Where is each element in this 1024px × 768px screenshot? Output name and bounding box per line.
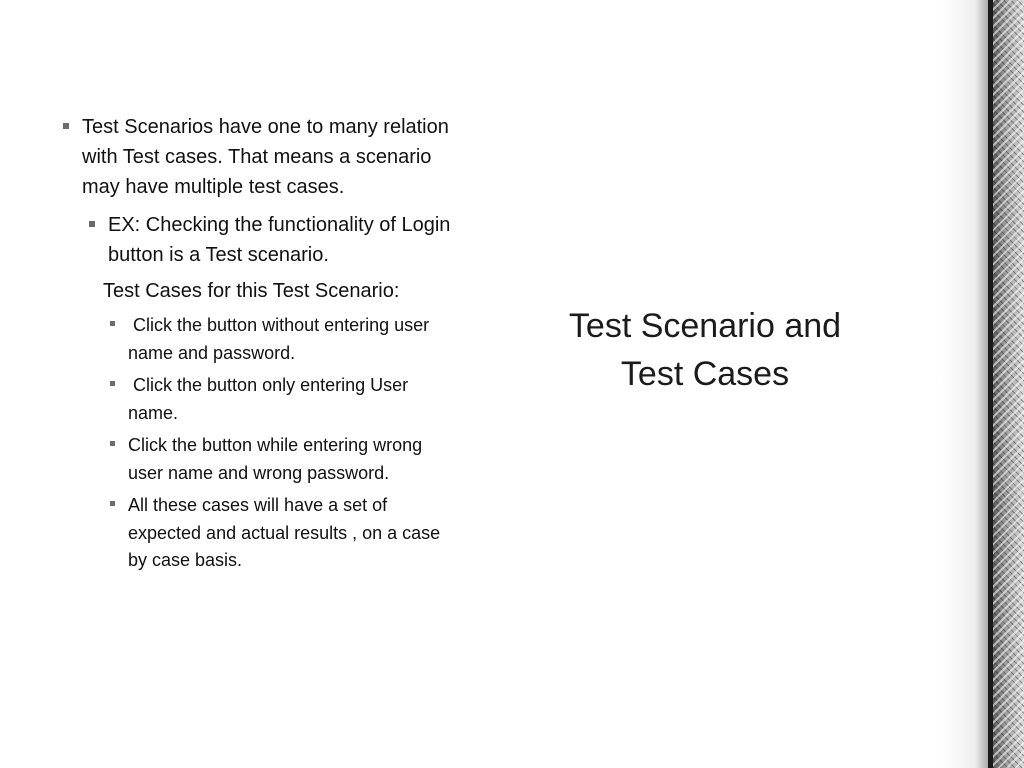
sub-bullet-item (85, 210, 460, 270)
edge-shadow (940, 0, 990, 768)
test-case-text: Click the button only entering User name. (128, 375, 414, 423)
square-bullet-icon (110, 501, 115, 506)
test-case-text: Click the button without entering user name and password. (128, 315, 435, 363)
square-bullet-icon (110, 381, 115, 386)
square-bullet-icon (63, 123, 69, 129)
square-bullet-icon (89, 221, 95, 227)
slide-content (60, 112, 460, 580)
slide-title: Test Scenario and Test Cases (568, 307, 842, 393)
test-case-item (108, 312, 448, 367)
test-case-item (108, 492, 448, 575)
square-bullet-icon (110, 441, 115, 446)
test-case-item (108, 432, 448, 487)
edge-texture (993, 0, 1024, 768)
test-case-text: All these cases will have a set of expected and actual results , on a case by case basis. (128, 495, 441, 570)
bullet-text: Test Scenarios have one to many relation with Test cases. That means a scenario may have multiple test cases. (82, 116, 449, 198)
test-case-item (108, 372, 448, 427)
test-case-text: Click the button while entering wrong user name and wrong password. (128, 435, 423, 483)
sub-bullet-text: EX: Checking the functionality of Login button is a Test scenario. (108, 214, 451, 266)
bullet-item (60, 112, 460, 202)
test-cases-heading: Test Cases for this Test Scenario: (103, 280, 400, 302)
square-bullet-icon (110, 321, 115, 326)
